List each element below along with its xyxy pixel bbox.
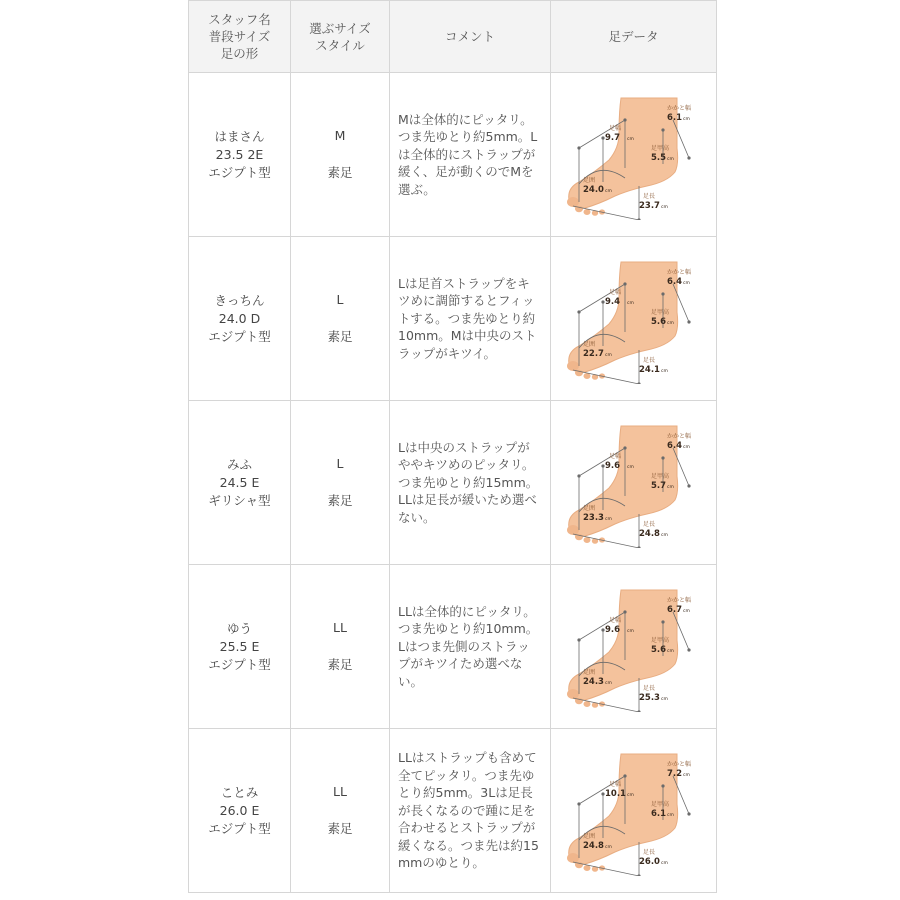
toe-shape <box>567 197 579 207</box>
value-length: 25.3 <box>638 692 660 703</box>
table-row <box>189 73 717 237</box>
comment-cell: LLは全体的にピッタリ。つま先ゆとり約10mm。Lはつま先側のストラップがキツイため選べない。 <box>390 565 551 729</box>
svg-text:cm: cm <box>666 156 674 162</box>
label-heel: かかと幅 <box>666 268 691 276</box>
value-length: 23.7 <box>638 200 660 211</box>
value-width: 9.6 <box>604 460 620 471</box>
wear-style: 素足 <box>327 329 353 344</box>
comment-cell: LLはストラップも含めて全てピッタリ。つま先ゆとり約5mm。3Lは足長が長くなるので踵に足を合わせるとストラップが緩くなる。つま先は約15mmのゆとり。 <box>390 729 551 893</box>
foot-diagram <box>559 746 709 876</box>
staff-cell <box>189 73 291 237</box>
value-length: 26.0 <box>638 856 660 867</box>
foot-shape: エジプト型 <box>208 820 271 836</box>
usual-size: 23.5 2E <box>215 146 264 162</box>
value-girth: 22.7 <box>582 348 604 359</box>
svg-text:cm: cm <box>626 628 634 634</box>
value-instep: 5.7 <box>650 480 666 491</box>
value-heel: 6.4 <box>666 276 682 287</box>
foot-shape: エジプト型 <box>208 164 271 180</box>
foot-diagram <box>559 418 709 548</box>
staff-size-table <box>188 0 717 893</box>
label-girth: 足囲 <box>582 668 595 676</box>
svg-text:cm: cm <box>604 352 612 358</box>
value-instep: 5.6 <box>650 316 666 327</box>
value-heel: 6.1 <box>666 112 682 123</box>
svg-text:cm: cm <box>660 368 668 374</box>
staff-name: きっちん <box>214 292 265 308</box>
label-girth: 足囲 <box>582 832 595 840</box>
value-girth: 24.0 <box>582 184 604 195</box>
value-instep: 5.5 <box>650 152 666 163</box>
label-width: 足幅 <box>608 288 621 296</box>
label-width: 足幅 <box>608 124 621 132</box>
svg-text:cm: cm <box>626 464 634 470</box>
svg-text:cm: cm <box>682 608 690 614</box>
foot-shape: エジプト型 <box>208 656 271 672</box>
label-length: 足長 <box>642 684 655 692</box>
svg-text:cm: cm <box>666 648 674 654</box>
label-instep: 足甲高 <box>650 636 669 644</box>
svg-text:cm: cm <box>604 516 612 522</box>
label-heel: かかと幅 <box>666 432 691 440</box>
value-instep: 6.1 <box>650 808 666 819</box>
wear-style: 素足 <box>327 657 353 672</box>
staff-name: はまさん <box>214 128 265 144</box>
staff-cell <box>189 729 291 893</box>
header-size: 選ぶサイズ スタイル <box>291 1 390 73</box>
label-girth: 足囲 <box>582 340 595 348</box>
usual-size: 26.0 E <box>219 802 260 818</box>
value-width: 10.1 <box>604 788 626 799</box>
svg-text:cm: cm <box>666 484 674 490</box>
comment-cell: Lは中央のストラップがややキツめのピッタリ。つま先ゆとり約15mm。LLは足長が緩いため選べない。 <box>390 401 551 565</box>
chosen-size: M <box>334 128 346 143</box>
chosen-size: LL <box>333 620 347 635</box>
label-width: 足幅 <box>608 780 621 788</box>
table-row <box>189 401 717 565</box>
staff-name: ゆう <box>226 620 252 636</box>
label-girth: 足囲 <box>582 504 595 512</box>
value-width: 9.7 <box>604 132 620 143</box>
value-heel: 6.4 <box>666 440 682 451</box>
comment-cell: Mは全体的にピッタリ。つま先ゆとり約5mm。Lは全体的にストラップが緩く、足が動くのでMを選ぶ。 <box>390 73 551 237</box>
value-girth: 23.3 <box>582 512 604 523</box>
toe-shape <box>567 525 579 535</box>
svg-text:cm: cm <box>660 204 668 210</box>
label-instep: 足甲高 <box>650 472 669 480</box>
header-staff: スタッフ名 普段サイズ 足の形 <box>189 1 291 73</box>
svg-text:cm: cm <box>682 772 690 778</box>
table-header-row <box>189 1 717 73</box>
label-instep: 足甲高 <box>650 144 669 152</box>
comment-cell: Lは足首ストラップをキツめに調節するとフィットする。つま先ゆとり約10mm。Mは中央のストラップがキツイ。 <box>390 237 551 401</box>
size-cell <box>291 401 390 565</box>
foot-shape: エジプト型 <box>208 328 271 344</box>
label-length: 足長 <box>642 520 655 528</box>
size-cell <box>291 237 390 401</box>
chosen-size: LL <box>333 784 347 799</box>
toe-shape <box>583 373 590 379</box>
label-heel: かかと幅 <box>666 760 691 768</box>
toe-shape <box>583 209 590 215</box>
chosen-size: L <box>336 292 344 307</box>
value-length: 24.1 <box>638 364 660 375</box>
value-length: 24.8 <box>638 528 660 539</box>
toe-shape <box>567 361 579 371</box>
usual-size: 24.0 D <box>218 310 261 326</box>
usual-size: 24.5 E <box>219 474 260 490</box>
label-heel: かかと幅 <box>666 104 691 112</box>
foot-diagram <box>559 254 709 384</box>
label-width: 足幅 <box>608 452 621 460</box>
svg-text:cm: cm <box>604 188 612 194</box>
usual-size: 25.5 E <box>219 638 260 654</box>
staff-name: ことみ <box>220 784 259 800</box>
svg-text:cm: cm <box>660 860 668 866</box>
svg-text:cm: cm <box>666 812 674 818</box>
size-cell <box>291 729 390 893</box>
size-cell <box>291 565 390 729</box>
svg-text:cm: cm <box>682 444 690 450</box>
wear-style: 素足 <box>327 165 353 180</box>
svg-text:cm: cm <box>660 532 668 538</box>
chosen-size: L <box>336 456 344 471</box>
value-girth: 24.8 <box>582 840 604 851</box>
svg-text:cm: cm <box>660 696 668 702</box>
label-girth: 足囲 <box>582 176 595 184</box>
label-heel: かかと幅 <box>666 596 691 604</box>
staff-cell <box>189 401 291 565</box>
svg-text:cm: cm <box>682 280 690 286</box>
label-length: 足長 <box>642 848 655 856</box>
toe-shape <box>583 701 590 707</box>
svg-text:cm: cm <box>604 844 612 850</box>
header-comment: コメント <box>390 1 551 73</box>
svg-text:cm: cm <box>604 680 612 686</box>
svg-text:cm: cm <box>666 320 674 326</box>
toe-shape <box>583 865 590 871</box>
size-cell <box>291 73 390 237</box>
table-row <box>189 565 717 729</box>
svg-text:cm: cm <box>626 136 634 142</box>
label-width: 足幅 <box>608 616 621 624</box>
value-width: 9.6 <box>604 624 620 635</box>
toe-shape <box>583 537 590 543</box>
table-row <box>189 237 717 401</box>
foot-data-cell <box>551 73 717 237</box>
foot-data-cell <box>551 237 717 401</box>
value-girth: 24.3 <box>582 676 604 687</box>
foot-diagram <box>559 582 709 712</box>
label-instep: 足甲高 <box>650 308 669 316</box>
staff-cell <box>189 565 291 729</box>
foot-data-cell <box>551 729 717 893</box>
wear-style: 素足 <box>327 493 353 508</box>
svg-text:cm: cm <box>626 792 634 798</box>
value-width: 9.4 <box>604 296 620 307</box>
svg-text:cm: cm <box>682 116 690 122</box>
value-heel: 7.2 <box>666 768 682 779</box>
toe-shape <box>567 853 579 863</box>
label-instep: 足甲高 <box>650 800 669 808</box>
foot-data-cell <box>551 401 717 565</box>
value-heel: 6.7 <box>666 604 682 615</box>
table-row <box>189 729 717 893</box>
staff-name: みふ <box>226 456 252 472</box>
svg-text:cm: cm <box>626 300 634 306</box>
value-instep: 5.6 <box>650 644 666 655</box>
wear-style: 素足 <box>327 821 353 836</box>
label-length: 足長 <box>642 356 655 364</box>
toe-shape <box>567 689 579 699</box>
label-length: 足長 <box>642 192 655 200</box>
foot-shape: ギリシャ型 <box>208 492 271 508</box>
foot-diagram <box>559 90 709 220</box>
staff-cell <box>189 237 291 401</box>
foot-data-cell <box>551 565 717 729</box>
header-foot-data: 足データ <box>551 1 717 73</box>
